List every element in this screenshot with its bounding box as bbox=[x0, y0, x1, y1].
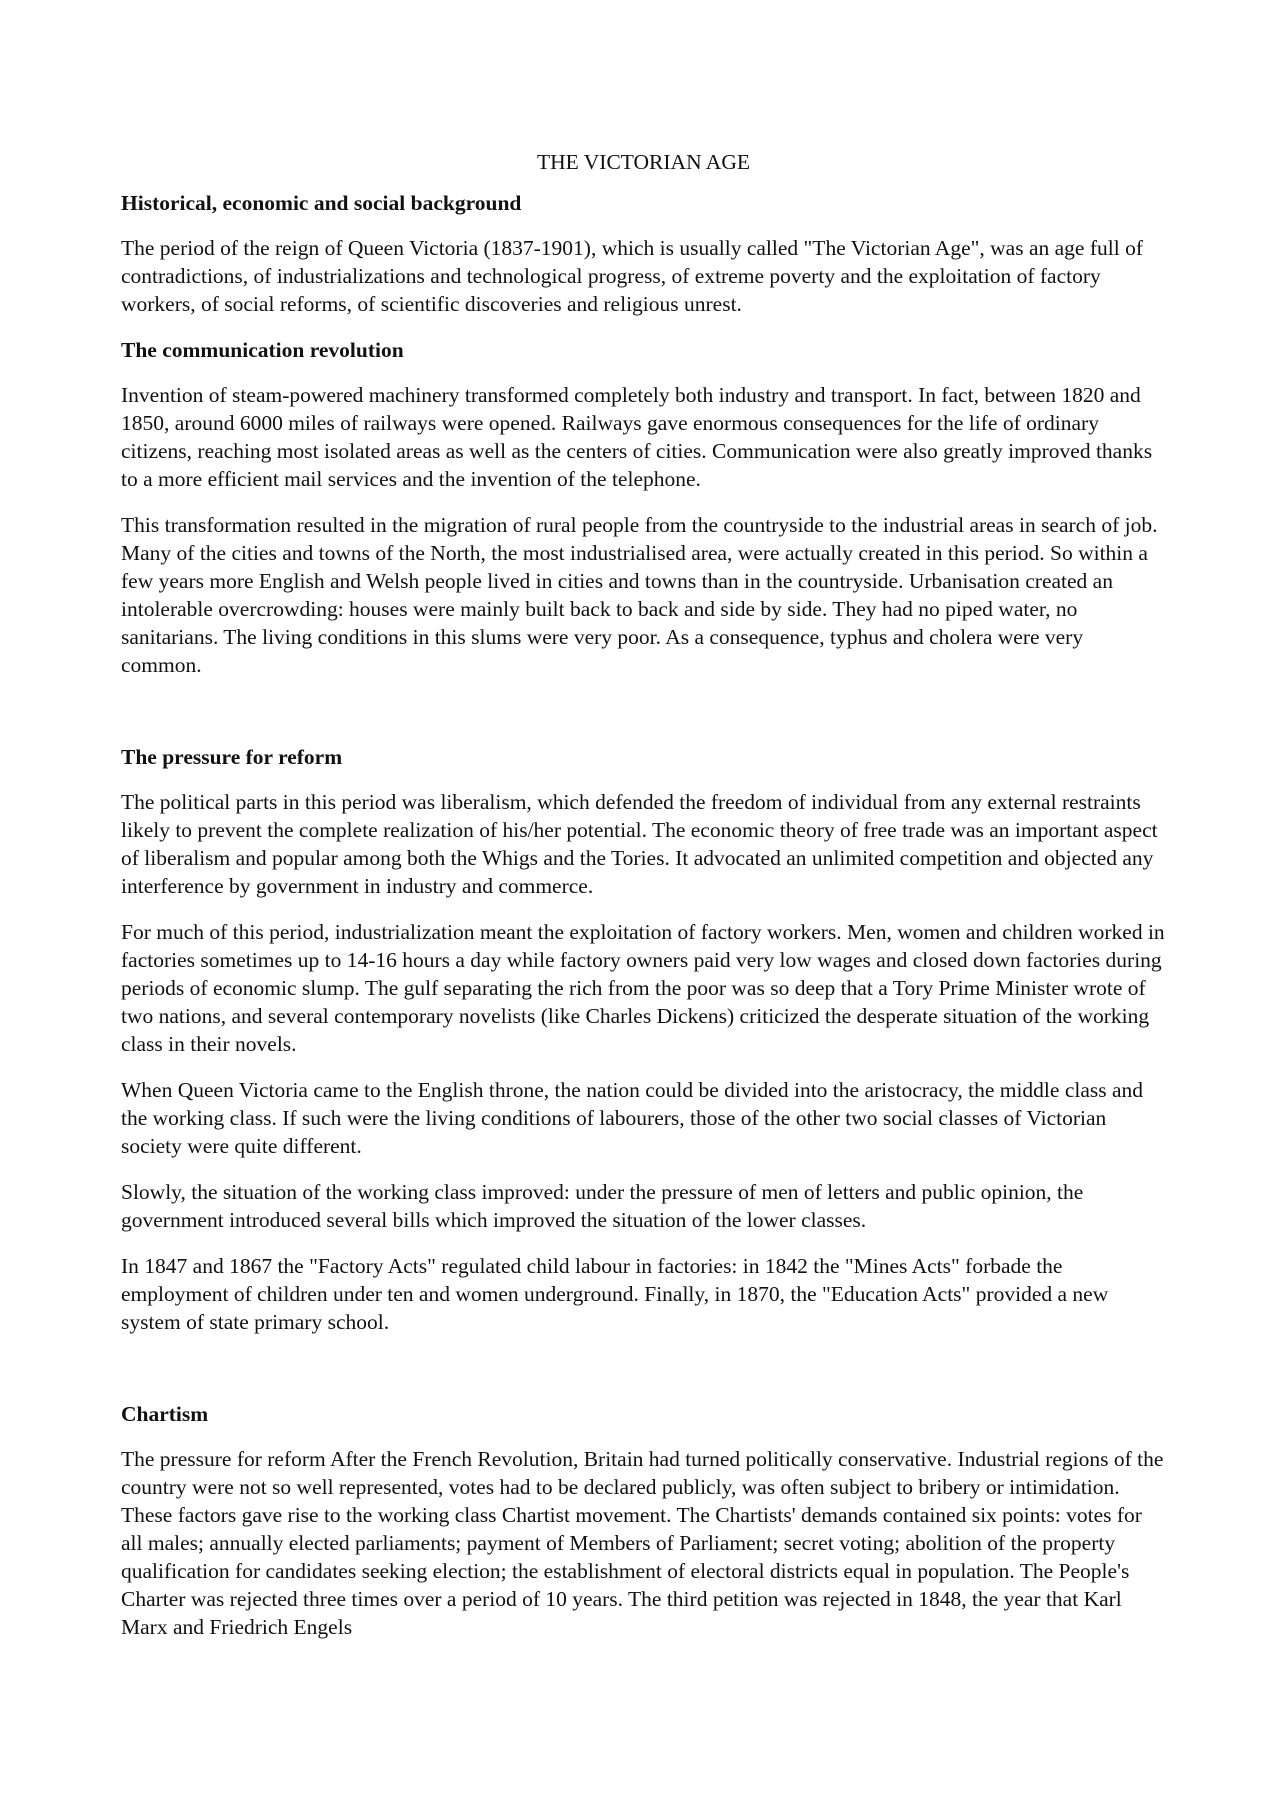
document-title: THE VICTORIAN AGE bbox=[536, 150, 750, 174]
section-heading-communication: The communication revolution bbox=[121, 338, 404, 362]
section-spacer bbox=[121, 1354, 1166, 1400]
section-heading-background: Historical, economic and social background bbox=[121, 191, 522, 215]
section-heading-chartism: Chartism bbox=[121, 1402, 209, 1426]
document-body bbox=[121, 148, 1166, 1659]
paragraph: This transformation resulted in the migration of rural people from the countryside to the industrial areas in search of job. Many of the cities and towns of the North, the most industrialised area, were actually created in this period. So within a few years more English and Welsh people lived in cities and towns than in the countryside. Urbanisation created an intolerable overcrowding: houses were mainly built back to back and side by side. They had no piped water, no sanitarians. The living conditions in this slums were very poor. As a consequence, typhus and cholera were very common. bbox=[121, 513, 1158, 677]
paragraph: When Queen Victoria came to the English throne, the nation could be divided into the aristocracy, the middle class and the working class. If such were the living conditions of labourers, those of the other two social classes of Victorian society were quite different. bbox=[121, 1078, 1144, 1158]
paragraph: Slowly, the situation of the working class improved: under the pressure of men of letters and public opinion, the government introduced several bills which improved the situation of the lower classes. bbox=[121, 1180, 1084, 1232]
paragraph: For much of this period, industrialization meant the exploitation of factory workers. Men, women and children worked in factories sometimes up to 14-16 hours a day while factory owners paid very low wages and closed down factories during periods of economic slump. The gulf separating the rich from the poor was so deep that a Tory Prime Minister wrote of two nations, and several contemporary novelists (like Charles Dickens) criticized the desperate situation of the working class in their novels. bbox=[121, 920, 1165, 1056]
paragraph: Invention of steam-powered machinery transformed completely both industry and transport. In fact, between 1820 and 1850, around 6000 miles of railways were opened. Railways gave enormous consequences for the life of ordinary citizens, reaching most isolated areas as well as the centers of cities. Communication were also greatly improved thanks to a more efficient mail services and the invention of the telephone. bbox=[121, 383, 1153, 491]
section-heading-reform: The pressure for reform bbox=[121, 745, 343, 769]
paragraph: The period of the reign of Queen Victoria (1837-1901), which is usually called "The Victorian Age", was an age full of contradictions, of industrializations and technological progress, of extreme poverty and the exploitation of factory workers, of social reforms, of scientific discoveries and religious unrest. bbox=[121, 236, 1143, 316]
section-spacer bbox=[121, 697, 1166, 743]
paragraph: In 1847 and 1867 the "Factory Acts" regulated child labour in factories: in 1842 the "Mines Acts" forbade the employment of children under ten and women underground. Finally, in 1870, the "Education Acts" provided a new system of state primary school. bbox=[121, 1254, 1109, 1334]
paragraph: The political parts in this period was liberalism, which defended the freedom of individual from any external restraints likely to prevent the complete realization of his/her potential. The economic theory of free trade was an important aspect of liberalism and popular among both the Whigs and the Tories. It advocated an unlimited competition and objected any interference by government in industry and commerce. bbox=[121, 790, 1158, 898]
paragraph: The pressure for reform After the French Revolution, Britain had turned politically conservative. Industrial regions of the country were not so well represented, votes had to be declared publicly, was often subject to bribery or intimidation. These factors gave rise to the working class Chartist movement. The Chartists' demands contained six points: votes for all males; annually elected parliaments; payment of Members of Parliament; secret voting; abolition of the property qualification for candidates seeking election; the establishment of electoral districts equal in population. The People's Charter was rejected three times over a period of 10 years. The third petition was rejected in 1848, the year that Karl Marx and Friedrich Engels bbox=[121, 1447, 1164, 1639]
